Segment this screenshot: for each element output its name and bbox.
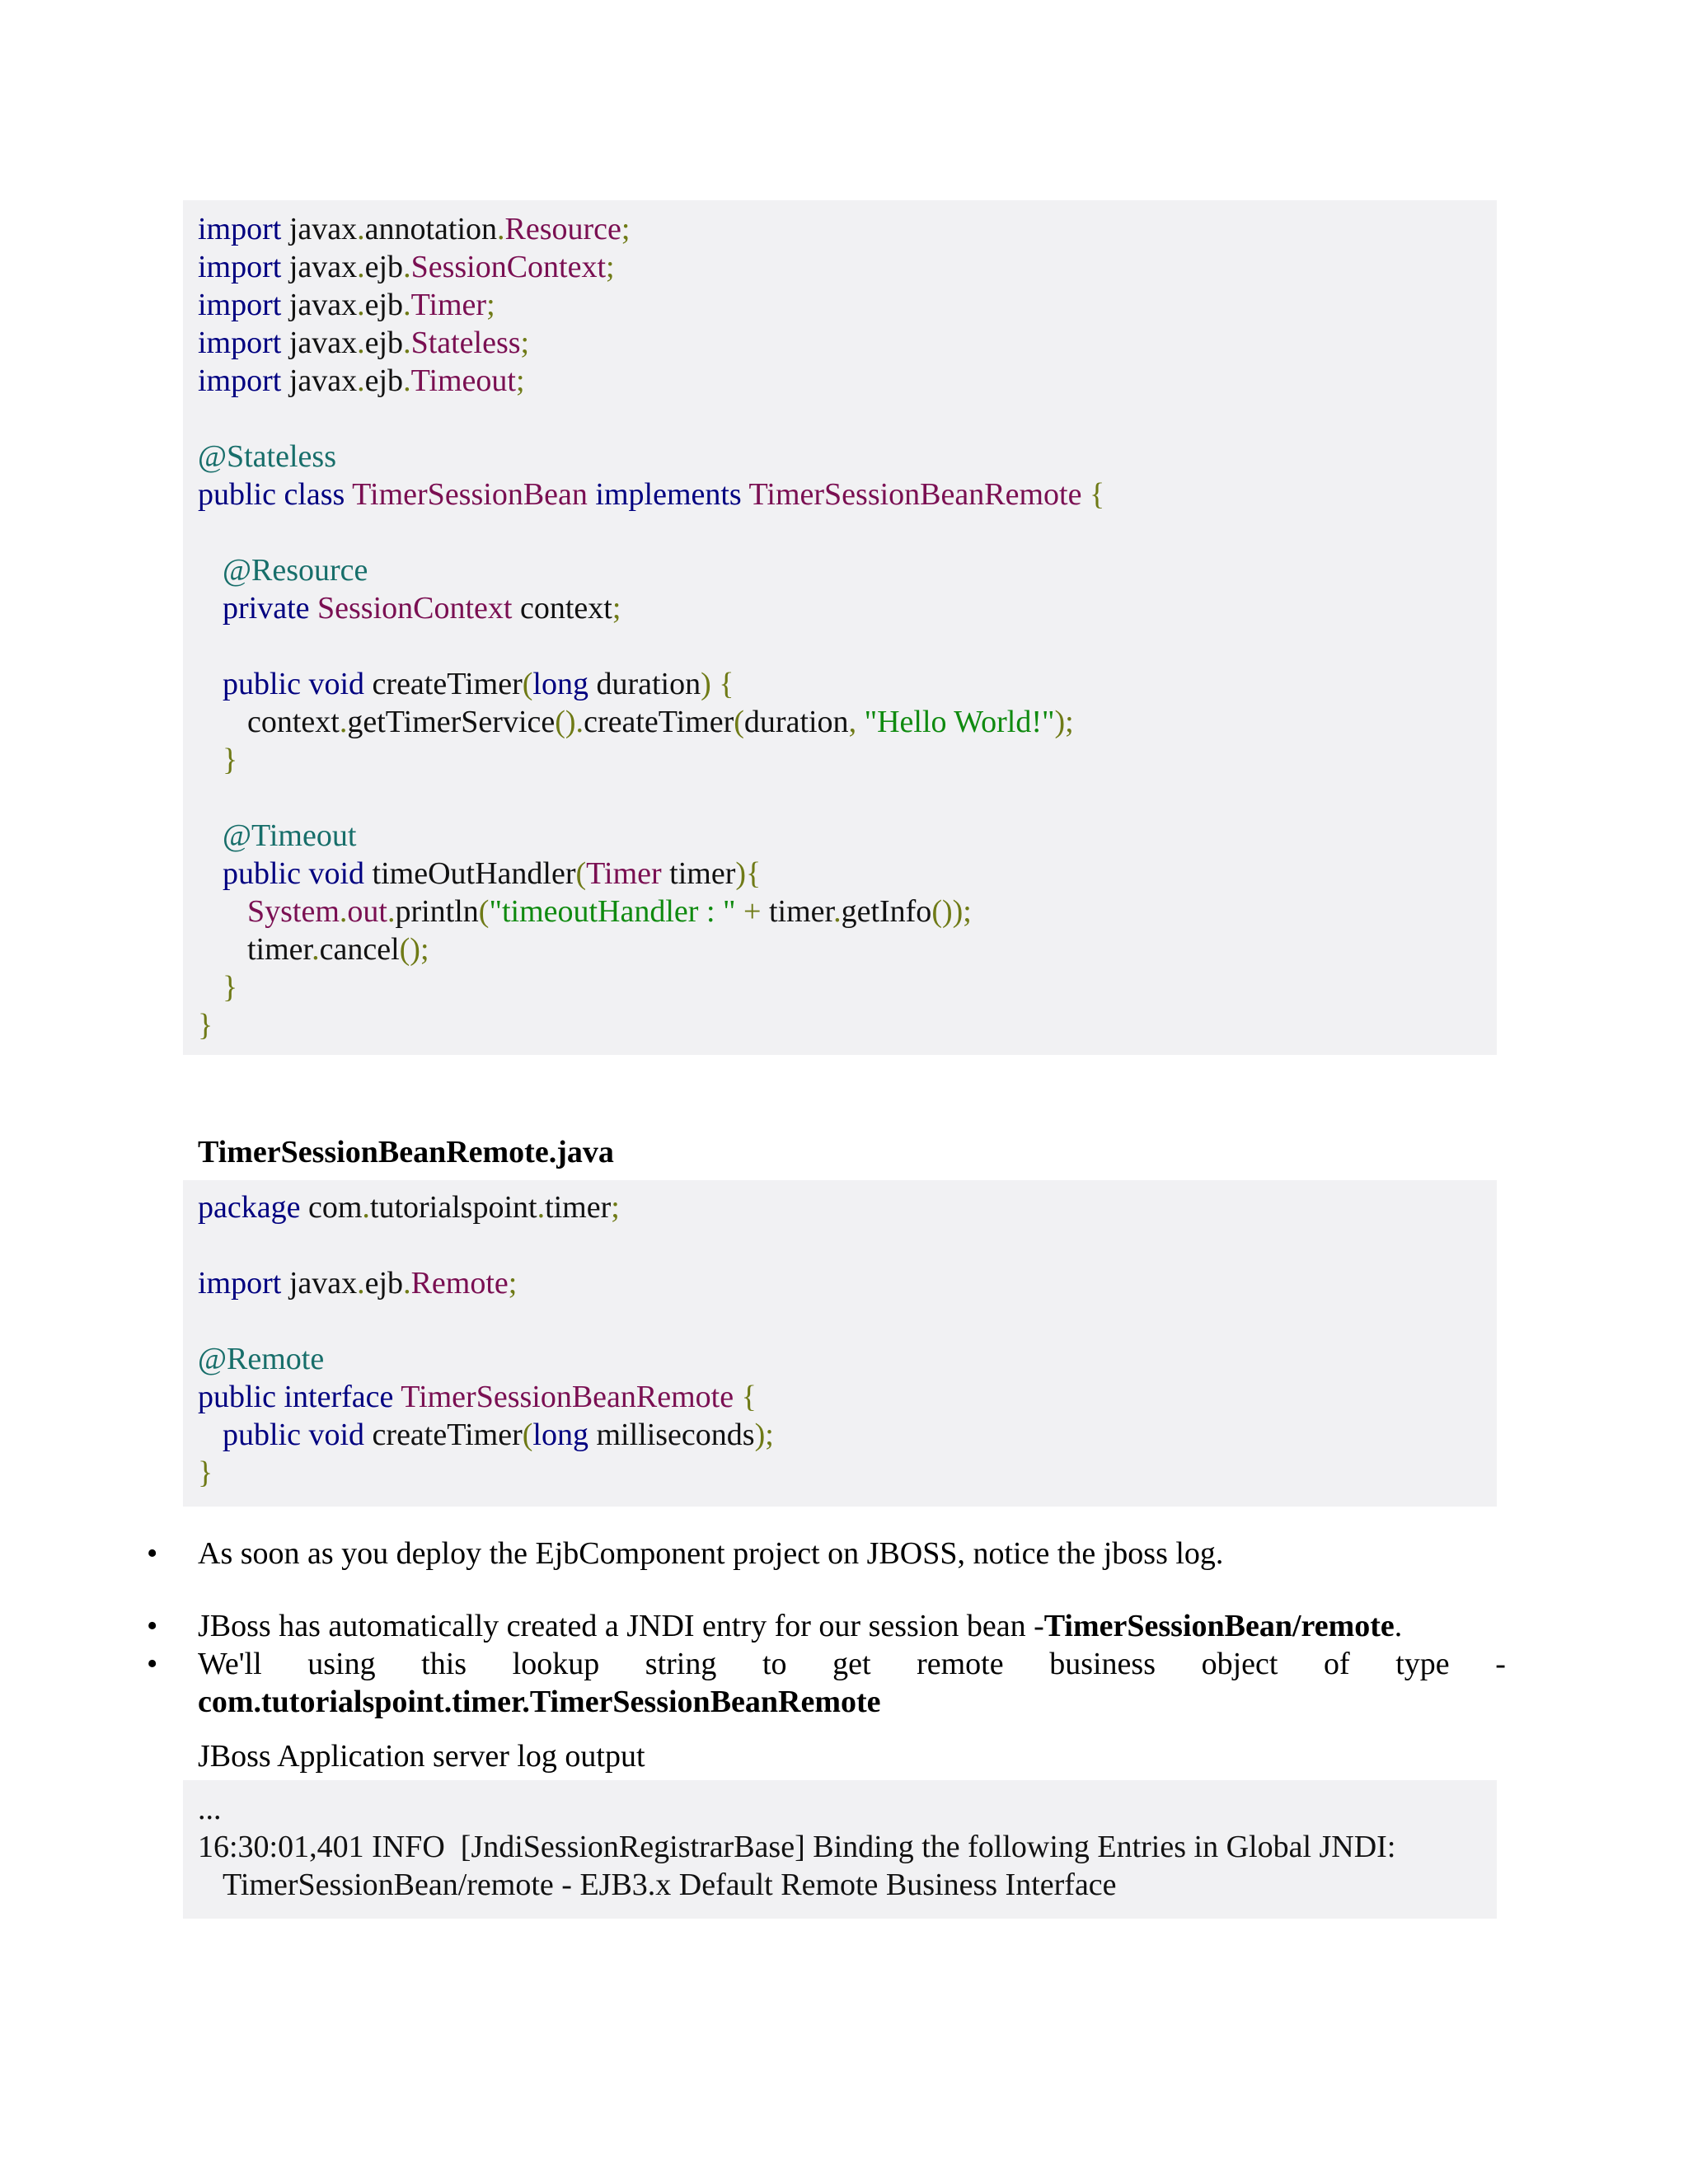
bullet-marker: • [147,1536,158,1571]
code-token: Stateless [410,326,521,360]
code-token: ejb [364,250,404,284]
code-token: . [339,894,348,929]
code-line [198,589,1497,627]
code-token: ( [522,1418,533,1452]
code-token: Timer [410,288,487,322]
log-label: JBoss Application server log output [198,1739,645,1774]
code-token: cancel [319,932,400,967]
code-token: } [198,1455,213,1490]
code-token: getInfo [841,894,932,929]
code-token: import [198,212,289,246]
code-token: timer [545,1190,612,1225]
lookup-word: - [1495,1647,1506,1681]
code-token: Resource [504,212,621,246]
code-token: TimerSessionBeanRemote [748,477,1090,512]
code-token: ; [612,591,621,626]
lookup-word: type [1395,1647,1450,1681]
code-token: . [312,932,320,967]
code-token: package [198,1190,308,1225]
code-line [198,703,1497,741]
code-token: ( [575,856,587,891]
code-line [198,438,1497,476]
code-token: } [223,970,238,1005]
code-token: ); [754,1418,774,1452]
code-line [198,400,1497,438]
code-token: @Remote [198,1342,325,1376]
bullet-deploy-notice: As soon as you deploy the EjbComponent project on JBOSS, notice the jboss log. [198,1536,1224,1571]
code-line [198,1302,1497,1340]
code-token: . [537,1190,546,1225]
lookup-word: We'll [198,1647,262,1681]
code-token: . [362,1190,370,1225]
log-line: TimerSessionBean/remote - EJB3.x Default Remote Business Interface [223,1868,1117,1902]
code-token: . [403,326,411,360]
log-output-block [183,1780,1497,1919]
code-token: javax [288,288,358,322]
code-token: duration [596,667,701,701]
code-token: ejb [364,1266,404,1301]
code-token: import [198,250,289,284]
code-token: Timer [586,856,670,891]
code-token: long [532,667,597,701]
code-line [198,779,1497,817]
code-token: TimerSessionBeanRemote [401,1380,742,1414]
code-token: "timeoutHandler : " [489,894,744,929]
code-token: ( [478,894,490,929]
file-heading: TimerSessionBeanRemote.java [198,1135,614,1169]
code-token: private [223,591,318,626]
code-line [198,1340,1497,1378]
code-token: createTimer [372,1418,523,1452]
code-token: + [743,894,769,929]
log-line: ... [198,1792,222,1826]
lookup-word: lookup [512,1647,600,1681]
code-token: , [848,705,865,739]
jndi-name: TimerSessionBean/remote [1043,1609,1395,1643]
code-token: println [395,894,479,929]
code-token: . [403,1266,411,1301]
code-line [198,930,1497,968]
code-token: . [357,212,365,246]
code-token: { [1089,477,1105,512]
code-token: . [357,250,365,284]
lookup-word: remote [917,1647,1004,1681]
code-token: import [198,288,289,322]
code-token: } [223,743,238,777]
code-token: . [833,894,842,929]
code-token: ( [734,705,744,739]
code-line [198,1378,1497,1416]
code-line [198,1454,1497,1492]
code-token: createTimer [372,667,523,701]
code-line [198,741,1497,779]
bullet-jndi-period: . [1394,1609,1403,1643]
code-token: ; [611,1190,620,1225]
code-token: . [357,326,365,360]
lookup-word: business [1049,1647,1156,1681]
code-line [198,968,1497,1006]
code-token: context [519,591,612,626]
code-line [198,817,1497,855]
code-token: (); [399,932,429,967]
code-token: ; [520,326,530,360]
code-token: timeOutHandler [372,856,576,891]
code-token: javax [288,212,358,246]
code-token: import [198,363,289,398]
lookup-word: string [645,1647,717,1681]
code-token: createTimer [584,705,734,739]
code-token: timer [669,856,736,891]
code-token: { [741,1380,757,1414]
code-token: ( [522,667,533,701]
code-token: System [247,894,340,929]
code-token: . [357,363,365,398]
code-token: ; [606,250,615,284]
remote-interface-name: com.tutorialspoint.timer.TimerSessionBeanRemote [198,1685,881,1719]
code-line [198,248,1497,286]
code-token: ejb [364,363,404,398]
bullet-jndi-entry [198,1607,1402,1645]
code-line [198,286,1497,324]
code-token: public interface [198,1380,401,1414]
code-token: javax [288,363,358,398]
lookup-word: get [832,1647,871,1681]
code-token: ) { [701,667,734,701]
code-token: . [357,288,365,322]
code-token: } [198,1008,213,1043]
code-token: tutorialspoint [369,1190,537,1225]
code-line [198,476,1497,513]
code-token: . [497,212,505,246]
code-token: long [532,1418,597,1452]
code-token: . [403,363,411,398]
log-line: 16:30:01,401 INFO [JndiSessionRegistrarBase] Binding the following Entries in Global JNDI: [198,1830,1396,1864]
code-token: annotation [364,212,498,246]
code-token: com [307,1190,363,1225]
code-token: getTimerService [347,705,556,739]
code-token: implements [595,477,749,512]
code-token: . [403,288,411,322]
code-token: ()); [931,894,972,929]
code-token: . [357,1266,365,1301]
code-token: @Timeout [223,818,357,853]
code-block-timer-session-bean-remote [183,1180,1497,1507]
code-token: import [198,1266,289,1301]
code-token: javax [288,250,358,284]
code-token: ){ [735,856,762,891]
bullet-jndi-text: JBoss has automatically created a JNDI entry for our session bean - [198,1609,1044,1643]
code-line [198,893,1497,930]
code-token: ; [515,363,525,398]
code-token: (). [555,705,584,739]
bullet-marker: • [147,1647,158,1681]
code-line [198,513,1497,551]
code-token: public class [198,477,353,512]
code-token: timer [247,932,312,967]
code-token: public void [223,667,373,701]
code-token: "Hello World!" [864,705,1055,739]
code-token: SessionContext [410,250,607,284]
lookup-word: to [762,1647,787,1681]
code-line [198,665,1497,703]
code-token: Remote [410,1266,509,1301]
bullet-marker: • [147,1609,158,1643]
code-line [198,1006,1497,1044]
code-token: javax [288,1266,358,1301]
code-token: TimerSessionBean [352,477,596,512]
code-token: ; [508,1266,518,1301]
code-token: context [247,705,340,739]
code-token: milliseconds [596,1418,755,1452]
code-token: ; [486,288,495,322]
lookup-word: this [421,1647,467,1681]
code-line [198,1188,1497,1226]
code-token: import [198,326,289,360]
lookup-word: of [1324,1647,1350,1681]
code-token: . [387,894,396,929]
code-line [198,210,1497,248]
code-token: . [339,705,348,739]
code-line [198,362,1497,400]
code-line [198,1264,1497,1302]
code-line [198,551,1497,589]
code-token: Timeout [410,363,516,398]
code-token: public void [223,1418,373,1452]
code-token: ejb [364,288,404,322]
code-token: timer [768,894,834,929]
code-line [198,855,1497,893]
code-token: @Stateless [198,439,336,474]
lookup-word: object [1201,1647,1278,1681]
code-token: @Resource [223,553,368,588]
code-block-timer-session-bean [183,200,1497,1055]
code-line [198,627,1497,665]
lookup-word: using [307,1647,376,1681]
code-token: duration [743,705,849,739]
code-line [198,1416,1497,1454]
code-token: SessionContext [317,591,520,626]
code-token: ejb [364,326,404,360]
code-token: ); [1054,705,1074,739]
code-line [198,324,1497,362]
code-token: ; [621,212,631,246]
code-token: out [347,894,387,929]
bullet-lookup-string [198,1645,1506,1683]
code-line [198,1226,1497,1264]
code-token: . [403,250,411,284]
code-token: javax [288,326,358,360]
code-token: public void [223,856,373,891]
